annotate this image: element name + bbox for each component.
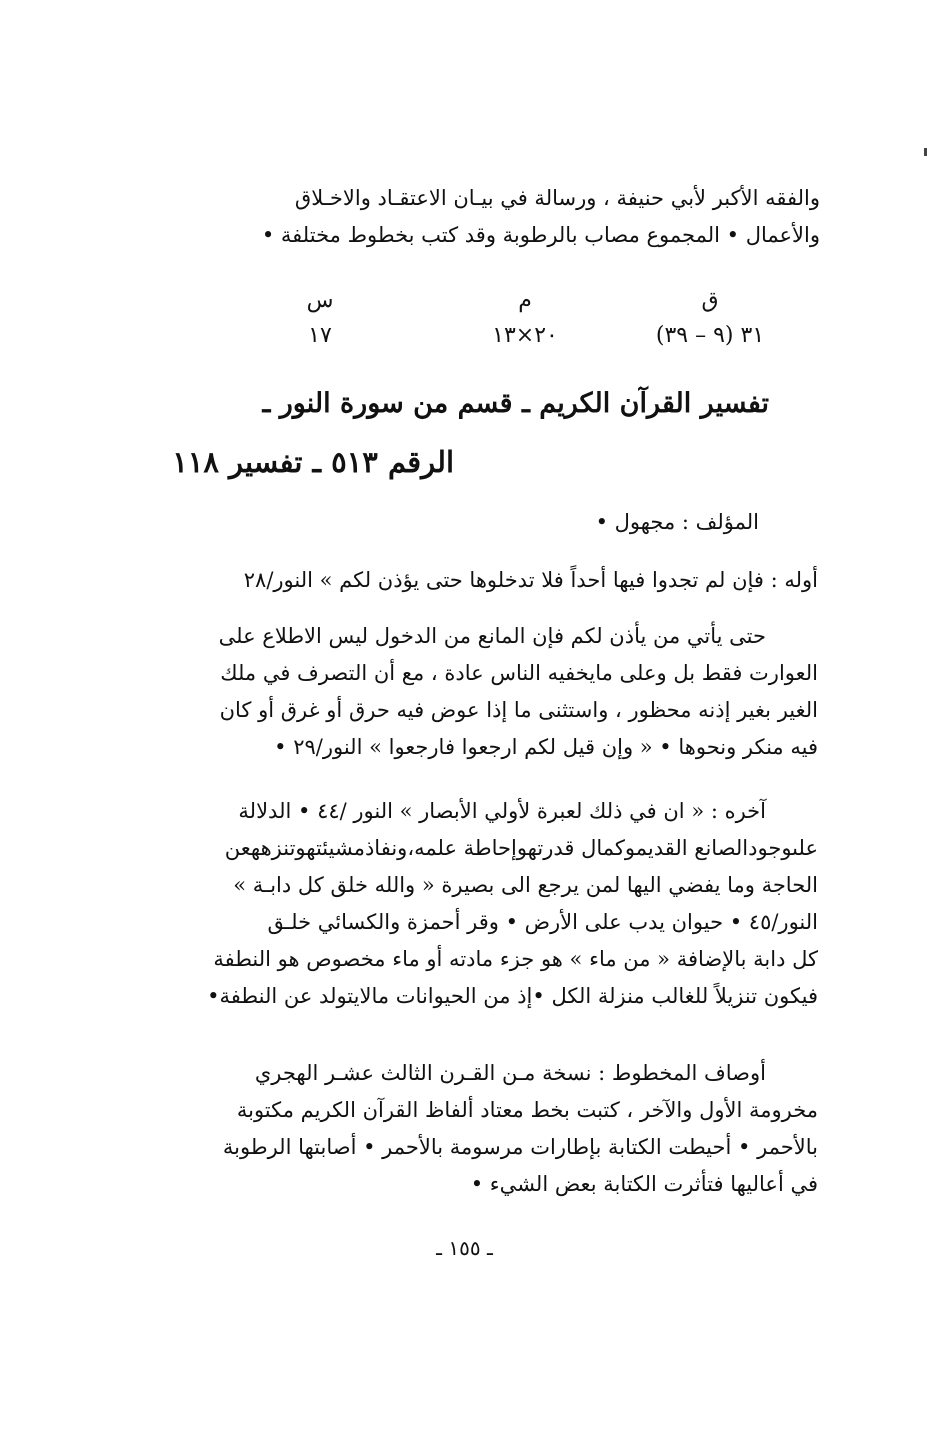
paragraph-line: علىوجودالصانع القديموكمال قدرتهوإحاطة علمه،ونفاذمشيئتهوتنزههعن (224, 836, 818, 860)
code-s-value: ١٧ (308, 323, 332, 348)
page-number: ـ ١٥٥ ـ (436, 1236, 493, 1260)
paragraph-line: فيكون تنزيلاً للغالب منزلة الكل •إذ من الحيوانات مالايتولد عن النطفة• (207, 984, 818, 1008)
paragraph-continuation (172, 618, 818, 766)
paragraph-line: مخرومة الأول والآخر ، كتبت بخط معتاد ألفاظ القرآن الكريم مكتوبة (236, 1098, 818, 1122)
paragraph-line: بالأحمر • أحيطت الكتابة بإطارات مرسومة بالأحمر • أصابتها الرطوبة (222, 1135, 818, 1159)
code-s (230, 286, 410, 356)
paragraph-line: الحاجة وما يفضي اليها لمن يرجع الى بصيرة « والله خلق كل دابـة » (233, 873, 818, 897)
paragraph-line: حتى يأتي من يأذن لكم فإن المانع من الدخول ليس الاطلاع على (218, 624, 766, 648)
manuscript-codes (240, 286, 800, 366)
intro-paragraph (168, 180, 820, 254)
beginning-line (172, 562, 818, 599)
paragraph-line: فيه منكر ونحوها • « وإن قيل لكم ارجعوا فارجعوا » النور/٢٩ • (274, 735, 818, 759)
paragraph-line: العوارت فقط بل وعلى مايخفيه الناس عادة ، مع أن التصرف في ملك (220, 661, 818, 685)
code-q (620, 286, 800, 356)
entry-number: الرقم ٥١٣ ـ تفسير ١١٨ (172, 445, 454, 479)
code-s-label: س (306, 288, 334, 313)
beginning-text: أوله : فإن لم تجدوا فيها أحداً فلا تدخلوها حتى يؤذن لكم » النور/٢٨ (243, 568, 818, 592)
paragraph-description (172, 1055, 818, 1203)
intro-line: والأعمال • المجموع مصاب بالرطوبة وقد كتب بخطوط مختلفة • (261, 223, 820, 247)
paragraph-line: كل دابة بالإضافة « من ماء » هو جزء مادته أو ماء مخصوص هو النطفة (213, 947, 818, 971)
paragraph-line: آخره : « ان في ذلك لعبرة لأولي الأبصار » النور /٤٤ • الدلالة (238, 799, 766, 823)
paragraph-line: الغير بغير إذنه محظور ، واستثنى ما إذا عوض فيه حرق أو غرق أو كان (219, 698, 818, 722)
entry-title: تفسير القرآن الكريم ـ قسم من سورة النور ـ (262, 388, 769, 419)
paragraph-line: أوصاف المخطوط : نسخة مـن القـرن الثالث عشـر الهجري (254, 1061, 766, 1085)
code-q-value: ٣١ (٩ – ٣٩) (655, 323, 765, 348)
margin-mark (924, 148, 927, 156)
paragraph-line: في أعاليها فتأثرت الكتابة بعض الشيء • (470, 1172, 818, 1196)
intro-line: والفقه الأكبر لأبي حنيفة ، ورسالة في بيـان الاعتقـاد والاخـلاق (294, 186, 820, 210)
author-line: المؤلف : مجهول • (595, 510, 759, 534)
paragraph-line: النور/٤٥ • حيوان يدب على الأرض • وقر أحمزة والكسائي خلـق (267, 910, 818, 934)
code-m (435, 286, 615, 356)
code-q-label: ق (701, 288, 719, 313)
code-m-value: ٢٠×١٣ (492, 323, 558, 348)
paragraph-ending (172, 793, 818, 1015)
code-m-label: م (518, 288, 532, 313)
